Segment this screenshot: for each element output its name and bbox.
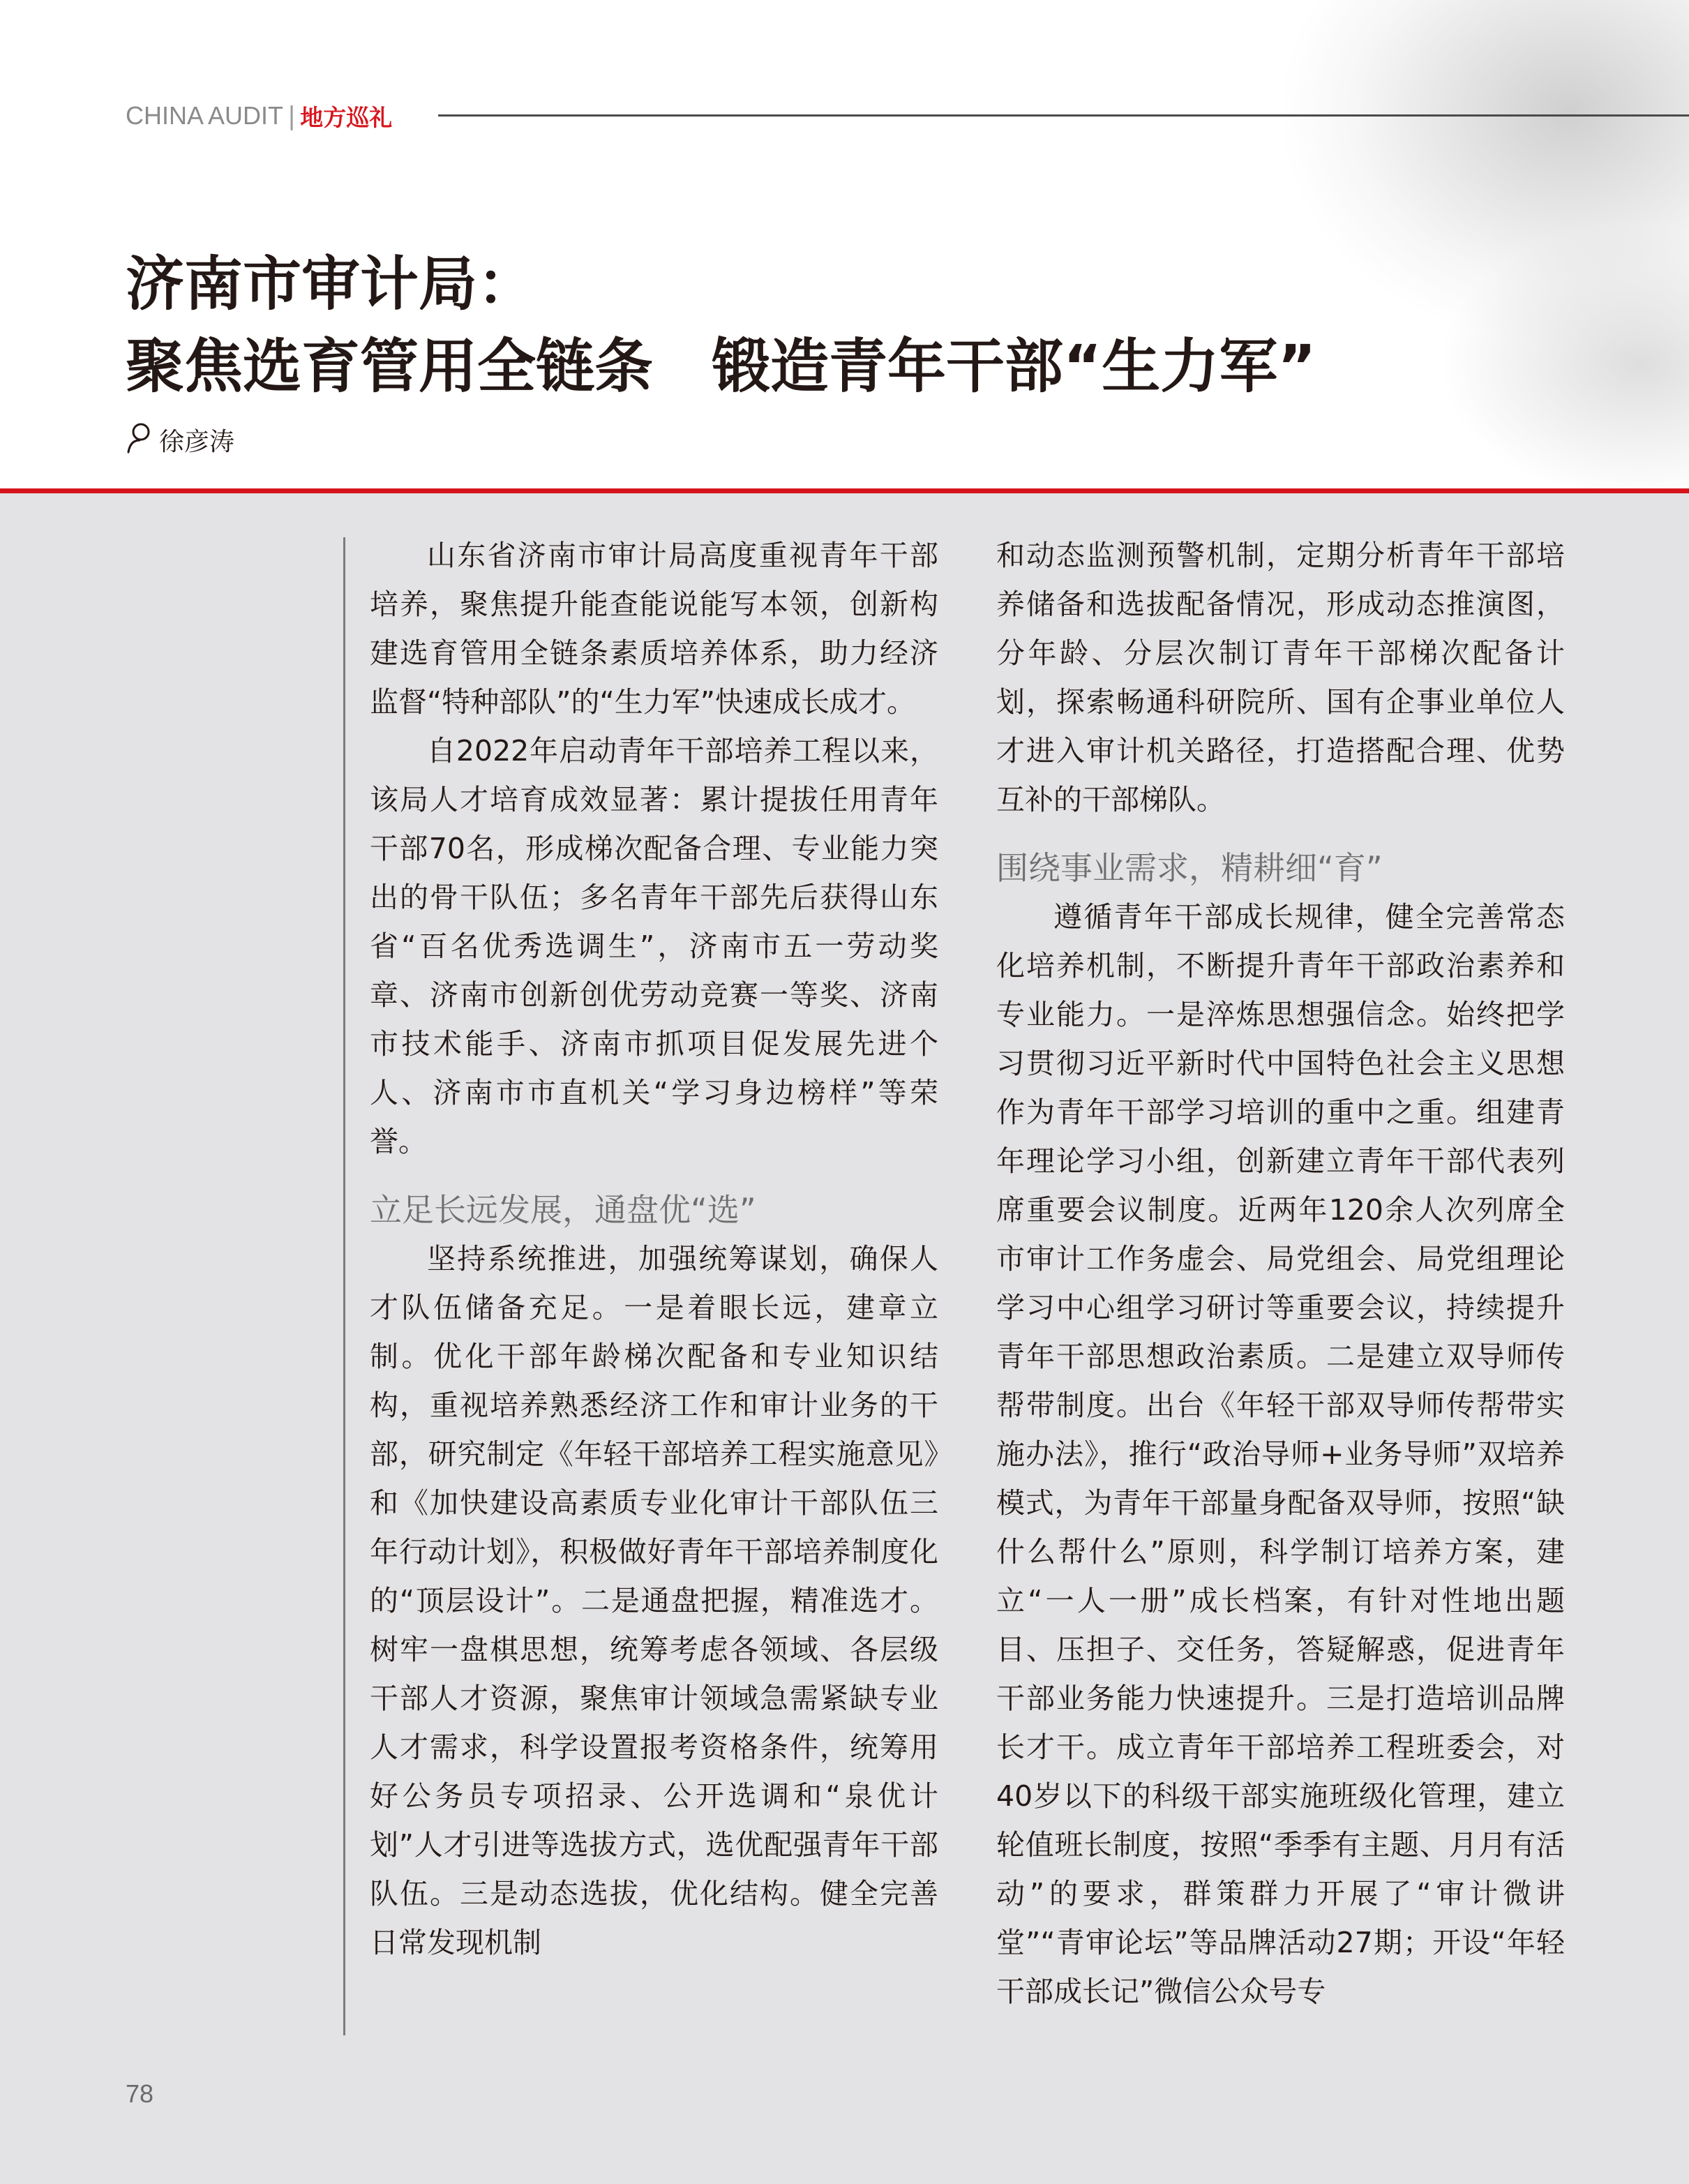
article-title	[126, 243, 1591, 407]
article-title-line-1: 济南市审计局：	[126, 250, 536, 318]
text-column-1	[370, 531, 938, 1967]
magazine-name: CHINA AUDIT	[126, 101, 284, 130]
running-header-rule	[438, 114, 1689, 117]
article-title-line-2: 聚焦选育管用全链条 锻造青年干部“生力军”	[126, 332, 1316, 401]
paragraph: 自2022年启动青年干部培养工程以来，该局人才培育成效显著：累计提拔任用青年干部70名，形成梯次配备合理、专业能力突出的骨干队伍；多名青年干部先后获得山东省“百名优秀选调生”，济南市五一劳动奖章、济南市创新创优劳动竞赛一等奖、济南市技术能手、济南市抓项目促发展先进个人、济南市市直机关“学习身边榜样”等荣誉。	[370, 734, 938, 1158]
column-rule	[343, 537, 345, 2035]
paragraph: 山东省济南市审计局高度重视青年干部培养，聚焦提升能查能说能写本领，创新构建选育管用全链条素质培养体系，助力经济监督“特种部队”的“生力军”快速成长成才。	[370, 539, 938, 719]
paragraph: 和动态监测预警机制，定期分析青年干部培养储备和选拔配备情况，形成动态推演图，分年龄、分层次制订青年干部梯次配备计划，探索畅通科研院所、国有企事业单位人才进入审计机关路径，打造搭配合理、优势互补的干部梯队。	[996, 539, 1565, 816]
paragraph: 遵循青年干部成长规律，健全完善常态化培养机制，不断提升青年干部政治素养和专业能力。一是淬炼思想强信念。始终把学习贯彻习近平新时代中国特色社会主义思想作为青年干部学习培训的重中之重。组建青年理论学习小组，创新建立青年干部代表列席重要会议制度。近两年120余人次列席全市审计工作务虚会、局党组会、局党组理论学习中心组学习研讨等重要会议，持续提升青年干部思想政治素质。二是建立双导师传帮带制度。出台《年轻干部双导师传帮带实施办法》，推行“政治导师+业务导师”双培养模式，为青年干部量身配备双导师，按照“缺什么帮什么”原则，科学制订培养方案，建立“一人一册”成长档案，有针对性地出题目、压担子、交任务，答疑解惑，促进青年干部业务能力快速提升。三是打造培训品牌长才干。成立青年干部培养工程班委会，对40岁以下的科级干部实施班级化管理，建立轮值班长制度，按照“季季有主题、月月有活动”的要求，群策群力开展了“审计微讲堂”“青审论坛”等品牌活动27期；开设“年轻干部成长记”微信公众号专	[996, 900, 1565, 2008]
section-name: 地方巡礼	[300, 103, 393, 131]
running-header	[126, 96, 392, 135]
author-byline	[126, 419, 234, 461]
running-header-separator: |	[287, 101, 296, 130]
text-column-2	[996, 531, 1565, 2016]
person-outline-icon	[126, 421, 153, 458]
red-divider	[0, 488, 1689, 493]
section-heading: 围绕事业需求，精耕细“育”	[996, 849, 1383, 887]
section-heading: 立足长远发展，通盘优“选”	[370, 1191, 756, 1229]
page-number: 78	[126, 2079, 154, 2108]
author-name: 徐彦涛	[159, 427, 235, 456]
paragraph: 坚持系统推进，加强统筹谋划，确保人才队伍储备充足。一是着眼长远，建章立制。优化干部年龄梯次配备和专业知识结构，重视培养熟悉经济工作和审计业务的干部，研究制定《年轻干部培养工程实施意见》和《加快建设高素质专业化审计干部队伍三年行动计划》，积极做好青年干部培养制度化的“顶层设计”。二是通盘把握，精准选才。树牢一盘棋思想，统筹考虑各领域、各层级干部人才资源，聚焦审计领域急需紧缺专业人才需求，科学设置报考资格条件，统筹用好公务员专项招录、公开选调和“泉优计划”人才引进等选拔方式，选优配强青年干部队伍。三是动态选拔，优化结构。健全完善日常发现机制	[370, 1242, 938, 1959]
